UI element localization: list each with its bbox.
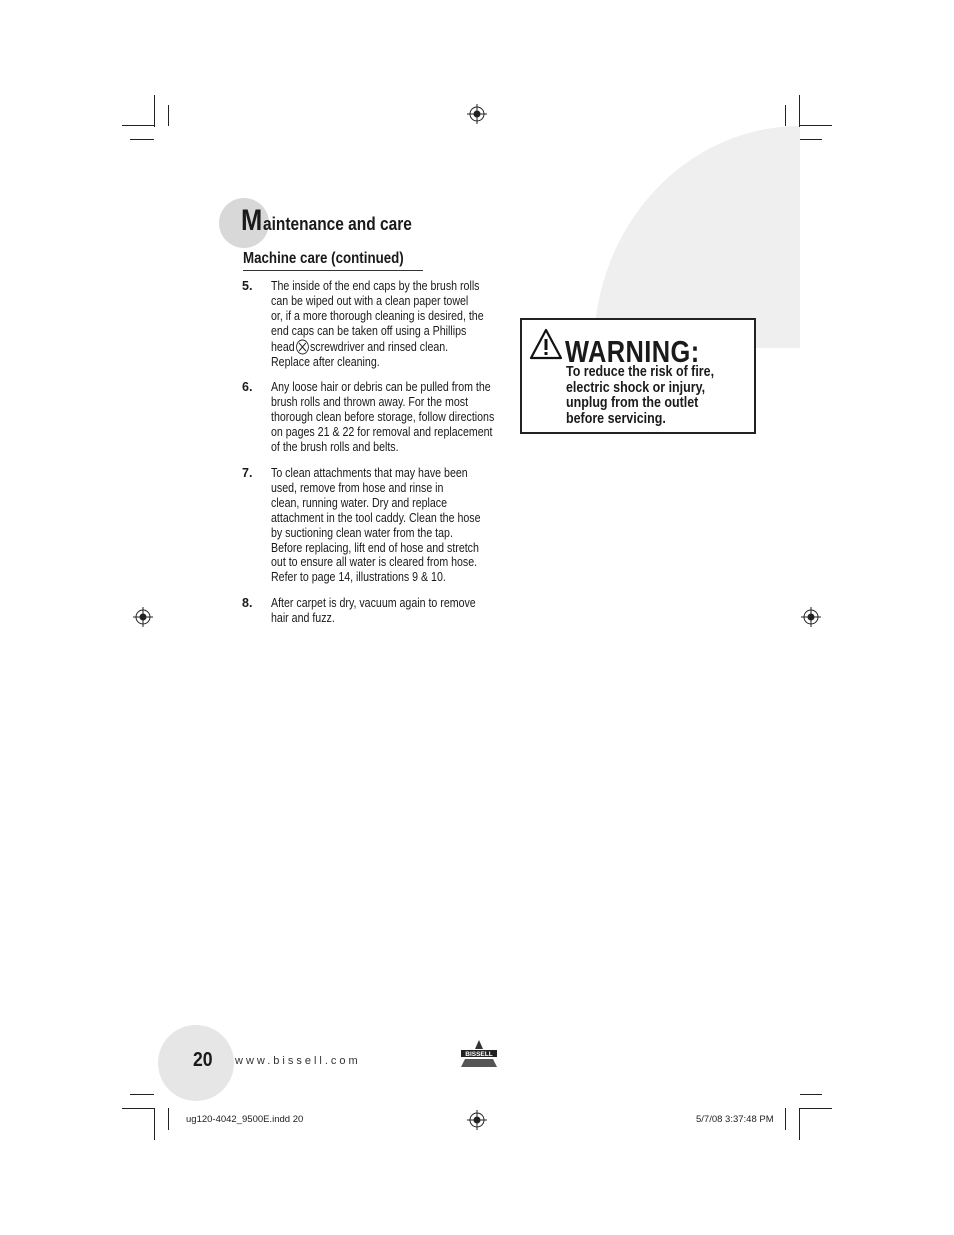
step-text [271,380,506,455]
date-slug: 5/7/08 3:37:48 PM [696,1114,774,1125]
registration-mark-icon [467,104,487,124]
crop-mark [799,95,800,127]
step-line: clean, running water. Dry and replace [271,495,448,510]
step-line: by suctioning clean water from the tap. [271,525,453,540]
step-line: To clean attachments that may have been [271,466,468,480]
step-line: hair and fuzz. [271,610,335,625]
phillips-screw-icon [295,339,309,355]
step-line: Replace after cleaning. [271,354,380,369]
crop-mark [800,125,832,126]
step-number: 6. [242,380,253,394]
crop-mark [800,139,822,140]
step-text [271,596,506,626]
step-line: brush rolls and thrown away. For the most [271,394,469,409]
registration-mark-icon [133,607,153,627]
page-title: aintenance and care [263,214,412,234]
step-line: attachment in the tool caddy. Clean the hose [271,510,481,525]
bissell-logo-icon [460,1040,498,1068]
decorative-corner-shape [594,126,800,348]
step-line: Before replacing, lift end of hose and stretch [271,540,479,555]
warning-title: WARNING: [565,334,700,369]
step-line: on pages 21 & 22 for removal and replacement [271,424,493,439]
crop-mark [130,139,154,140]
step-line: can be wiped out with a clean paper towel [271,293,469,308]
warning-text [566,365,714,427]
warning-line: unplug from the outlet [566,395,699,412]
crop-mark [800,1094,822,1095]
step-line: out to ensure all water is cleared from hose. [271,555,478,570]
crop-mark [800,1108,832,1109]
step-line: After carpet is dry, vacuum again to remove [271,596,476,610]
step-fragment: screwdriver and rinsed clean. [309,339,449,354]
crop-mark [168,105,169,126]
crop-mark [785,105,786,126]
step-number: 8. [242,596,253,610]
step-line: of the brush rolls and belts. [271,439,399,454]
warning-line: To reduce the risk of fire, [566,364,715,380]
crop-mark [122,125,154,126]
step-line: Any loose hair or debris can be pulled from the [271,380,491,394]
step-line: or, if a more thorough cleaning is desired, the [271,308,484,323]
step-text [271,466,506,585]
crop-mark [154,95,155,127]
page-number: 20 [193,1049,213,1071]
warning-line: before servicing. [566,410,666,427]
crop-mark [785,1108,786,1130]
step-line: thorough clean before storage, follow directions [271,409,495,424]
file-slug: ug120-4042_9500E.indd 20 [186,1114,304,1125]
subheading-underline [243,270,423,271]
crop-mark [122,1108,154,1109]
step-number: 5. [242,279,253,293]
heading-initial: M [241,204,262,237]
warning-triangle-icon [529,328,563,360]
website-url: www.bissell.com [235,1055,361,1067]
crop-mark [168,1108,169,1130]
crop-mark [130,1094,154,1095]
logo-text: BISSELL [465,1051,493,1058]
crop-mark [154,1108,155,1140]
step-number: 7. [242,466,253,480]
step-line: used, remove from hose and rinse in [271,480,444,495]
registration-mark-icon [467,1110,487,1130]
step-fragment: head [271,339,295,354]
step-line: The inside of the end caps by the brush rolls [271,279,480,293]
step-text [271,279,506,370]
step-line [271,339,506,355]
section-subheading: Machine care (continued) [243,250,404,267]
registration-mark-icon [801,607,821,627]
step-line: Refer to page 14, illustrations 9 & 10. [271,570,446,585]
warning-line: electric shock or injury, [566,379,706,396]
crop-mark [799,1108,800,1140]
step-line: end caps can be taken off using a Phillips [271,323,467,338]
